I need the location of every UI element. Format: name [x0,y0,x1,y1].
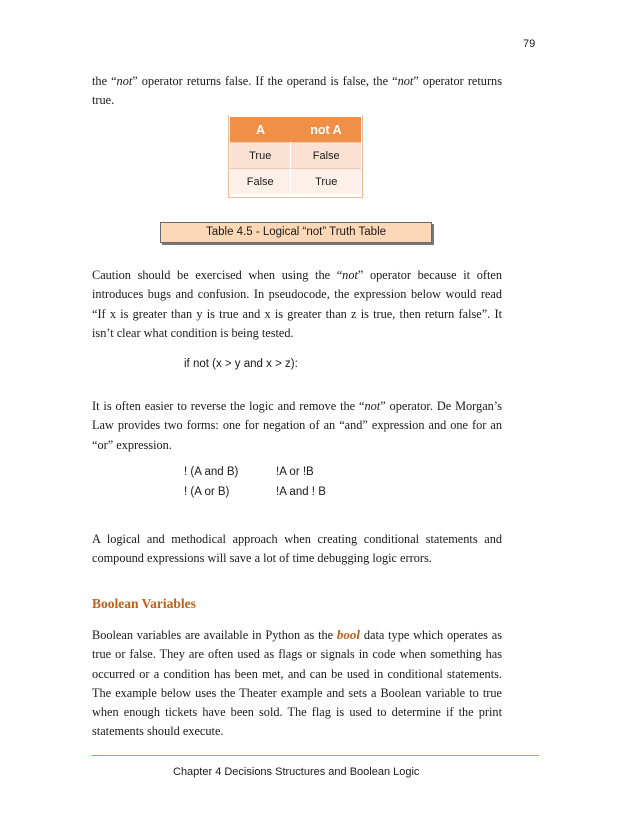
not-keyword: not [342,268,358,282]
column-header-not-a: not A [291,117,361,143]
page-number: 79 [523,38,536,50]
text-run: ” operator because it often introduces bugs and confusion. In pseudocode, the expression below would read “If x is greater than y is true and x is greater than z is true, then return false”. It isn’t clear what condition is being tested. [92,268,502,340]
paragraph-methodical-approach: A logical and methodical approach when creating conditional statements and compound expressions will save a lot of time debugging logic errors. [92,532,502,566]
section-heading-boolean-variables: Boolean Variables [92,596,196,611]
not-keyword: not [116,74,133,88]
text-run: ” operator returns false. If the operand is false, the “ [132,74,398,88]
bool-keyword: bool [336,627,361,642]
text-run: data type which operates as true or false. They are often used as flags or signals in code when something has occurred or a condition has been met, and can be used in conditional statements. The example below uses the Theater example and sets a Boolean variable to true when enough tickets have been sold. The flag is used to determine if the print statements should execute. [92,628,502,739]
not-truth-table [230,117,361,194]
footer-chapter-title: Chapter 4 Decisions Structures and Boolean Logic [173,766,420,778]
paragraph-de-morgan [92,397,502,455]
text-run: Caution should be exercised when using the “ [92,268,343,282]
table-row [230,143,361,169]
table-cell: True [230,143,291,169]
de-morgan-expression: ! (A and B) [184,466,239,478]
paragraph-boolean-variables [92,625,502,742]
text-run: Boolean variables are available in Python as the [92,628,337,642]
table-cell: True [291,169,361,195]
paragraph-caution [92,266,502,343]
text-run: It is often easier to reverse the logic and remove the “ [92,399,365,413]
footer-divider [92,755,539,756]
paragraph-not-operator-intro [92,72,502,111]
text-run: ” operator. De Morgan’s Law provides two forms: one for negation of an “and” expression and one for an “or” expression. [92,399,502,452]
table-row [230,169,361,195]
text-run: ” operator returns true. [92,74,502,108]
table-cell: False [230,169,291,195]
table-caption: Table 4.5 - Logical “not” Truth Table [160,222,432,243]
not-keyword: not [364,399,381,413]
code-if-not-expression: if not (x > y and x > z): [184,358,298,370]
column-header-a: A [230,117,291,143]
de-morgan-equivalent: !A and ! B [276,486,326,498]
text-run: the “ [92,74,117,88]
de-morgan-expression: ! (A or B) [184,486,230,498]
not-keyword: not [397,74,414,88]
de-morgan-equivalent: !A or !B [276,466,314,478]
table-cell: False [291,143,361,169]
